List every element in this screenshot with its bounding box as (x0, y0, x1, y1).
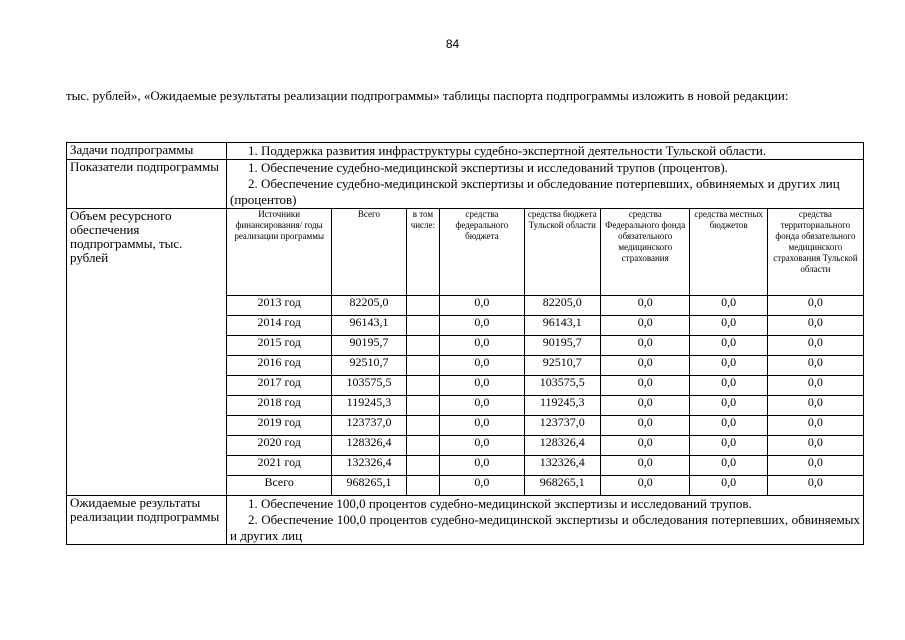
header-local: средства местных бюджетов (690, 209, 767, 296)
cell-local: 0,0 (690, 316, 767, 336)
cell-territorial: 0,0 (767, 296, 863, 316)
cell-local: 0,0 (690, 356, 767, 376)
financing-table (227, 209, 863, 495)
cell-year: 2019 год (227, 416, 332, 436)
cell-regional: 968265,1 (524, 476, 600, 496)
cell-regional: 119245,3 (524, 396, 600, 416)
cell-fund: 0,0 (600, 356, 690, 376)
financing-row (227, 376, 863, 396)
cell-total: 968265,1 (332, 476, 406, 496)
cell-fund: 0,0 (600, 456, 690, 476)
cell-territorial: 0,0 (767, 416, 863, 436)
financing-row (227, 436, 863, 456)
financing-row (227, 336, 863, 356)
cell-incl (406, 456, 440, 476)
indicators-content (227, 160, 864, 209)
cell-local: 0,0 (690, 396, 767, 416)
cell-local: 0,0 (690, 296, 767, 316)
cell-total: 119245,3 (332, 396, 406, 416)
cell-total: 96143,1 (332, 316, 406, 336)
cell-total: 82205,0 (332, 296, 406, 316)
cell-year: 2015 год (227, 336, 332, 356)
header-total: Всего (332, 209, 406, 296)
cell-federal: 0,0 (440, 456, 524, 476)
financing-row (227, 296, 863, 316)
cell-federal: 0,0 (440, 316, 524, 336)
indicators-item-2: 2. Обеспечение судебно-медицинской экспертизы и обследование потерпевших, обвиняемых и других лиц (процентов) (230, 176, 840, 207)
intro-paragraph: тыс. рублей», «Ожидаемые результаты реализации подпрограммы» таблицы паспорта подпрограммы изложить в новой редакции: (66, 88, 789, 103)
cell-territorial: 0,0 (767, 396, 863, 416)
cell-fund: 0,0 (600, 416, 690, 436)
cell-territorial: 0,0 (767, 476, 863, 496)
cell-fund: 0,0 (600, 396, 690, 416)
cell-year: 2013 год (227, 296, 332, 316)
cell-incl (406, 476, 440, 496)
cell-local: 0,0 (690, 436, 767, 456)
cell-year: 2021 год (227, 456, 332, 476)
tasks-item-1: 1. Поддержка развития инфраструктуры судебно-экспертной деятельности Тульской области. (248, 143, 767, 158)
cell-regional: 128326,4 (524, 436, 600, 456)
results-content (227, 496, 864, 545)
cell-fund: 0,0 (600, 316, 690, 336)
cell-fund: 0,0 (600, 436, 690, 456)
cell-total: 128326,4 (332, 436, 406, 456)
cell-regional: 82205,0 (524, 296, 600, 316)
cell-year: 2017 год (227, 376, 332, 396)
cell-local: 0,0 (690, 476, 767, 496)
row-indicators (67, 160, 864, 209)
cell-territorial: 0,0 (767, 436, 863, 456)
header-territorial: средства территориального фонда обязательного медицинского страхования Тульской области (767, 209, 863, 296)
cell-regional: 123737,0 (524, 416, 600, 436)
cell-fund: 0,0 (600, 476, 690, 496)
cell-year: 2020 год (227, 436, 332, 456)
row-resources (67, 209, 864, 496)
cell-regional: 92510,7 (524, 356, 600, 376)
financing-row (227, 316, 863, 336)
cell-federal: 0,0 (440, 476, 524, 496)
cell-local: 0,0 (690, 456, 767, 476)
financing-row (227, 396, 863, 416)
cell-incl (406, 376, 440, 396)
tasks-content (227, 143, 864, 160)
indicators-item-1: 1. Обеспечение судебно-медицинской экспертизы и исследований трупов (процентов). (248, 160, 728, 175)
cell-federal: 0,0 (440, 416, 524, 436)
financing-row (227, 476, 863, 496)
cell-federal: 0,0 (440, 356, 524, 376)
cell-federal: 0,0 (440, 396, 524, 416)
cell-regional: 90195,7 (524, 336, 600, 356)
cell-incl (406, 416, 440, 436)
tasks-label: Задачи подпрограммы (67, 143, 227, 160)
cell-fund: 0,0 (600, 336, 690, 356)
cell-total: 90195,7 (332, 336, 406, 356)
cell-federal: 0,0 (440, 376, 524, 396)
page-number: 84 (445, 37, 460, 51)
results-item-2: 2. Обеспечение 100,0 процентов судебно-медицинской экспертизы и обследования потерпевших, обвиняемых и других лиц (230, 512, 860, 543)
cell-regional: 103575,5 (524, 376, 600, 396)
cell-local: 0,0 (690, 376, 767, 396)
indicators-label: Показатели подпрограммы (67, 160, 227, 209)
cell-year: 2018 год (227, 396, 332, 416)
cell-federal: 0,0 (440, 336, 524, 356)
cell-incl (406, 436, 440, 456)
cell-total: 132326,4 (332, 456, 406, 476)
cell-incl (406, 296, 440, 316)
cell-territorial: 0,0 (767, 336, 863, 356)
cell-year: Всего (227, 476, 332, 496)
cell-fund: 0,0 (600, 376, 690, 396)
cell-total: 103575,5 (332, 376, 406, 396)
cell-incl (406, 396, 440, 416)
financing-header-row (227, 209, 863, 296)
cell-fund: 0,0 (600, 296, 690, 316)
cell-total: 123737,0 (332, 416, 406, 436)
header-regional: средства бюджета Тульской области (524, 209, 600, 296)
cell-territorial: 0,0 (767, 356, 863, 376)
financing-row (227, 416, 863, 436)
cell-local: 0,0 (690, 416, 767, 436)
cell-federal: 0,0 (440, 296, 524, 316)
results-label: Ожидаемые результаты реализации подпрограммы (67, 496, 227, 545)
row-tasks (67, 143, 864, 160)
cell-federal: 0,0 (440, 436, 524, 456)
header-fund: средства Федерального фонда обязательного медицинского страхования (600, 209, 690, 296)
cell-territorial: 0,0 (767, 376, 863, 396)
cell-regional: 132326,4 (524, 456, 600, 476)
header-federal: средства федерального бюджета (440, 209, 524, 296)
cell-local: 0,0 (690, 336, 767, 356)
financing-row (227, 356, 863, 376)
cell-incl (406, 336, 440, 356)
cell-year: 2016 год (227, 356, 332, 376)
passport-table (66, 142, 864, 545)
resources-label: Объем ресурсного обеспечения подпрограммы, тыс. рублей (67, 209, 227, 496)
cell-territorial: 0,0 (767, 316, 863, 336)
cell-regional: 96143,1 (524, 316, 600, 336)
results-item-1: 1. Обеспечение 100,0 процентов судебно-медицинской экспертизы и исследований трупов. (248, 496, 752, 511)
header-source: Источники финансирования/ годы реализации программы (227, 209, 332, 296)
cell-total: 92510,7 (332, 356, 406, 376)
header-incl: в том числе: (406, 209, 440, 296)
financing-row (227, 456, 863, 476)
resources-content (227, 209, 864, 496)
cell-year: 2014 год (227, 316, 332, 336)
cell-incl (406, 316, 440, 336)
row-results (67, 496, 864, 545)
cell-incl (406, 356, 440, 376)
cell-territorial: 0,0 (767, 456, 863, 476)
